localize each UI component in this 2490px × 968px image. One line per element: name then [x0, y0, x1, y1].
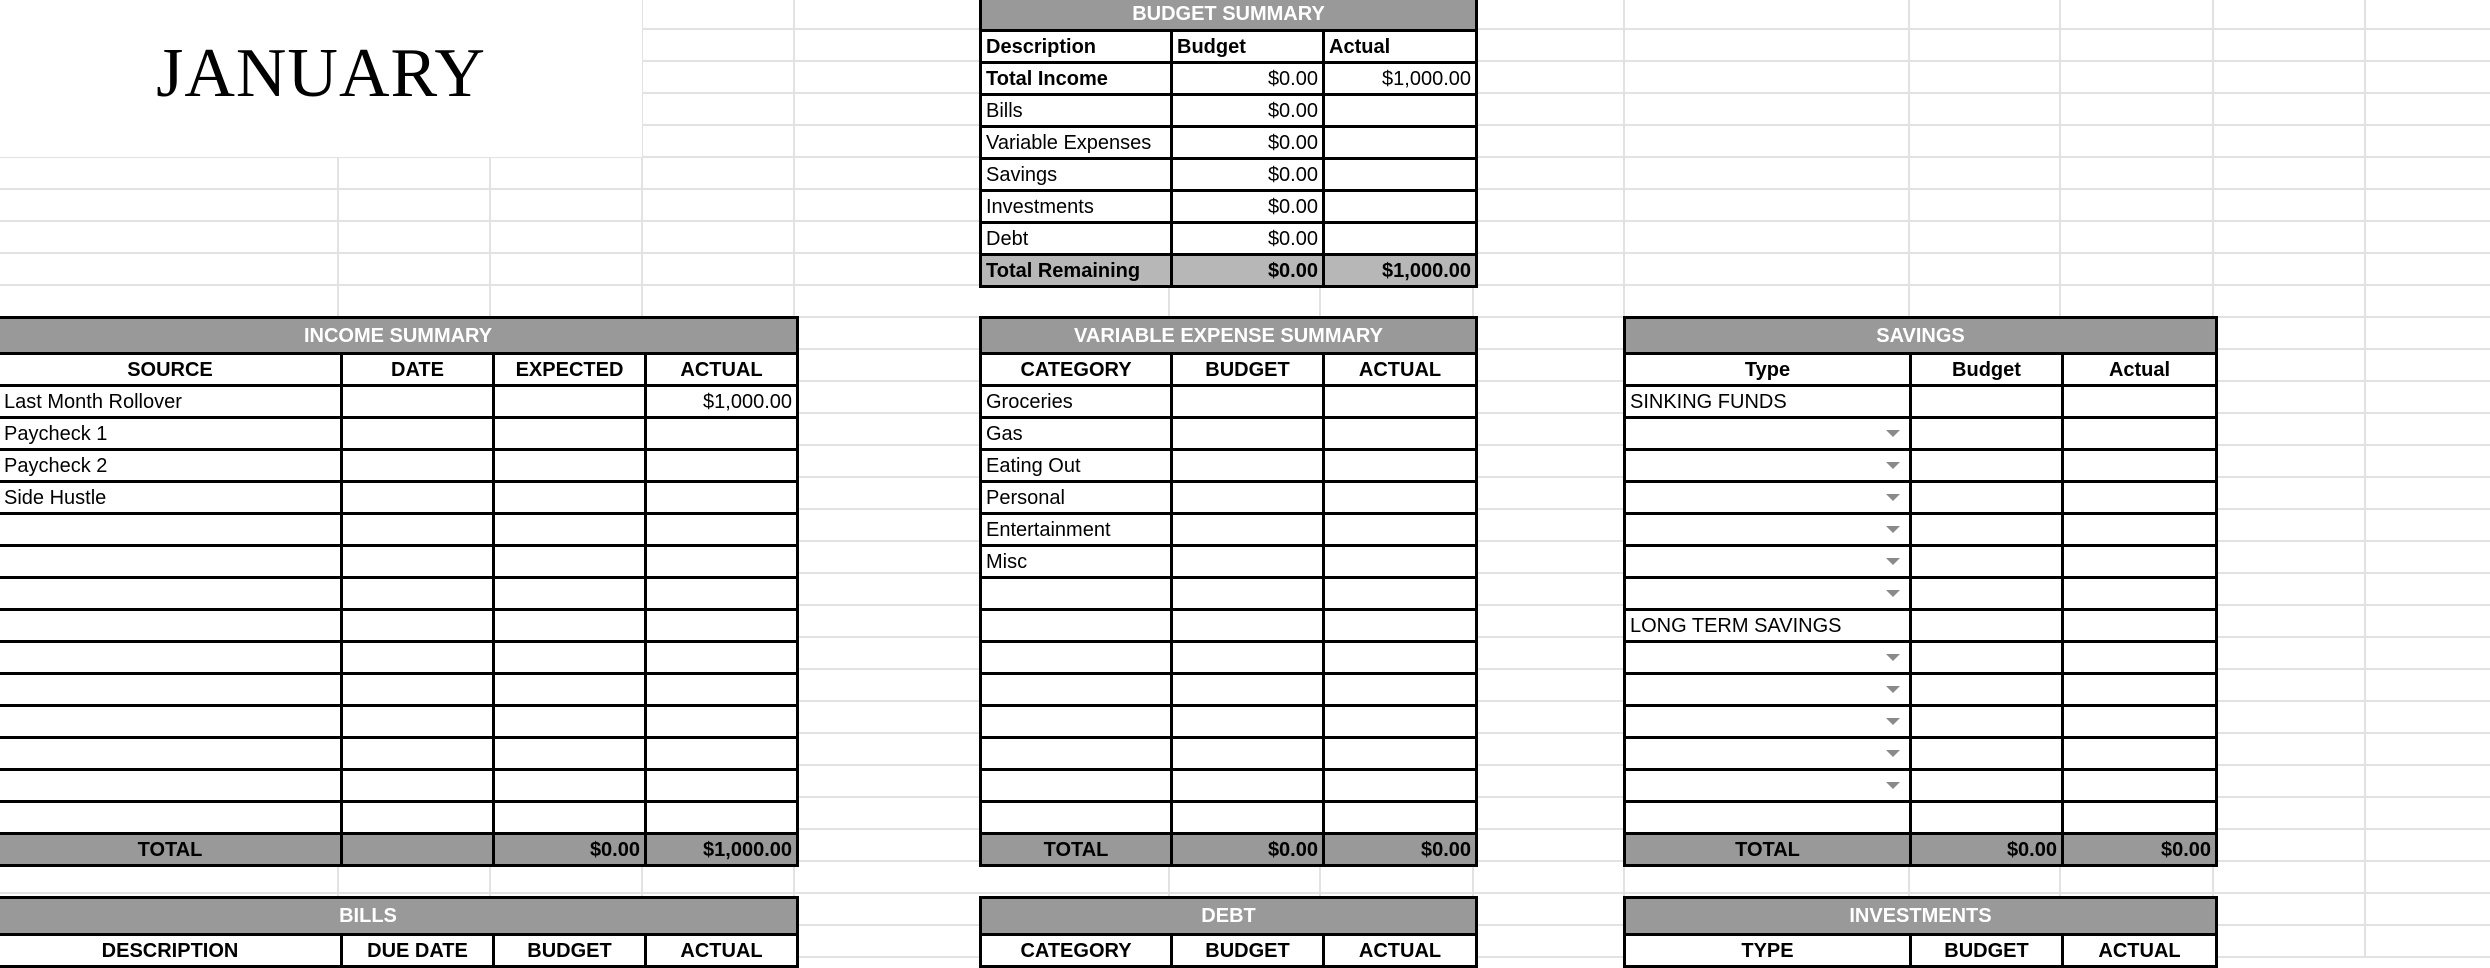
table-row — [981, 546, 1477, 578]
table-row-empty — [0, 706, 798, 738]
table-row-empty — [0, 610, 798, 642]
section-row-long-term-savings — [1625, 610, 2217, 642]
savings-title: SAVINGS — [1625, 318, 2217, 354]
cell-budget[interactable]: $0.00 — [1172, 159, 1324, 191]
col-header-due-date[interactable]: DUE DATE — [342, 935, 494, 967]
table-row-empty — [981, 642, 1477, 674]
cell-budget[interactable]: $0.00 — [1172, 191, 1324, 223]
cell-actual[interactable] — [1324, 95, 1477, 127]
cell-empty[interactable] — [1172, 802, 1324, 834]
cell-budget[interactable] — [1911, 738, 2063, 770]
cell-budget[interactable]: $0.00 — [1172, 223, 1324, 255]
cell-budget[interactable] — [1911, 418, 2063, 450]
cell-empty[interactable] — [981, 674, 1172, 706]
col-header-budget[interactable]: BUDGET — [1172, 354, 1324, 386]
table-row-empty — [981, 738, 1477, 770]
cell-empty[interactable] — [1172, 706, 1324, 738]
cell-empty[interactable] — [646, 706, 798, 738]
col-header-description[interactable]: Description — [981, 31, 1172, 63]
dropdown-arrow-icon[interactable] — [1886, 782, 1900, 789]
cell-empty[interactable] — [0, 706, 342, 738]
savings-type-select[interactable] — [1625, 418, 1911, 450]
cell-section-label[interactable]: SINKING FUNDS — [1625, 386, 1911, 418]
savings-table — [1623, 316, 2218, 867]
cell-empty[interactable] — [1324, 738, 1477, 770]
cell-total-actual[interactable]: $1,000.00 — [646, 834, 798, 866]
cell-budget[interactable] — [1172, 386, 1324, 418]
bills-table — [0, 896, 799, 968]
cell-description[interactable]: Investments — [981, 191, 1172, 223]
budget-summary-table — [979, 0, 1478, 288]
cell-empty[interactable] — [981, 642, 1172, 674]
dropdown-arrow-icon[interactable] — [1886, 686, 1900, 693]
cell-empty[interactable] — [342, 514, 494, 546]
total-row — [1625, 834, 2217, 866]
cell-budget[interactable] — [1911, 386, 2063, 418]
cell-empty[interactable] — [494, 642, 646, 674]
table-row-empty — [0, 642, 798, 674]
cell-actual[interactable] — [2063, 450, 2217, 482]
col-header-type[interactable]: Type — [1625, 354, 1911, 386]
cell-date[interactable] — [342, 418, 494, 450]
dropdown-arrow-icon[interactable] — [1886, 526, 1900, 533]
table-row-dropdown — [1625, 578, 2217, 610]
cell-empty[interactable] — [1324, 578, 1477, 610]
cell-total-actual[interactable]: $1,000.00 — [1324, 255, 1477, 287]
table-row-empty — [0, 546, 798, 578]
budget-summary-title: BUDGET SUMMARY — [981, 0, 1477, 31]
cell-empty[interactable] — [1324, 770, 1477, 802]
cell-empty[interactable] — [981, 738, 1172, 770]
debt-title: DEBT — [981, 898, 1477, 935]
cell-actual[interactable] — [2063, 674, 2217, 706]
cell-total-label[interactable]: Total Remaining — [981, 255, 1172, 287]
col-header-budget[interactable]: BUDGET — [1911, 935, 2063, 967]
dropdown-arrow-icon[interactable] — [1886, 590, 1900, 597]
col-header-actual[interactable]: ACTUAL — [1324, 935, 1477, 967]
col-header-actual[interactable]: ACTUAL — [646, 354, 798, 386]
cell-empty[interactable] — [0, 642, 342, 674]
variable-expense-summary-table — [979, 316, 1478, 867]
cell-expected[interactable] — [494, 482, 646, 514]
cell-budget[interactable] — [1911, 450, 2063, 482]
cell-actual[interactable] — [1324, 386, 1477, 418]
cell-actual[interactable] — [2063, 738, 2217, 770]
cell-date[interactable] — [342, 482, 494, 514]
dropdown-arrow-icon[interactable] — [1886, 654, 1900, 661]
cell-empty[interactable] — [494, 674, 646, 706]
cell-actual[interactable]: $1,000.00 — [1324, 63, 1477, 95]
cell-empty[interactable] — [342, 706, 494, 738]
cell-actual[interactable] — [2063, 578, 2217, 610]
cell-empty[interactable] — [494, 802, 646, 834]
cell-type[interactable] — [1625, 802, 1911, 834]
cell-actual[interactable] — [1324, 450, 1477, 482]
cell-source[interactable]: Side Hustle — [0, 482, 342, 514]
cell-actual[interactable] — [2063, 386, 2217, 418]
savings-type-select[interactable] — [1625, 482, 1911, 514]
cell-total-label[interactable]: TOTAL — [0, 834, 342, 866]
table-row — [981, 127, 1477, 159]
cell-actual[interactable] — [2063, 706, 2217, 738]
cell-empty[interactable] — [1324, 802, 1477, 834]
cell-actual[interactable] — [2063, 546, 2217, 578]
savings-type-select[interactable] — [1625, 674, 1911, 706]
cell-budget[interactable] — [1911, 802, 2063, 834]
table-row — [981, 482, 1477, 514]
cell-date[interactable] — [342, 450, 494, 482]
table-row-empty — [981, 674, 1477, 706]
cell-category[interactable]: Groceries — [981, 386, 1172, 418]
cell-budget[interactable] — [1911, 546, 2063, 578]
col-header-date[interactable]: DATE — [342, 354, 494, 386]
cell-empty[interactable] — [494, 706, 646, 738]
total-row — [0, 834, 798, 866]
savings-type-select[interactable] — [1625, 706, 1911, 738]
cell-actual[interactable] — [1324, 482, 1477, 514]
cell-empty[interactable] — [1324, 642, 1477, 674]
table-row — [981, 223, 1477, 255]
cell-expected[interactable] — [494, 418, 646, 450]
cell-empty[interactable] — [494, 578, 646, 610]
table-row — [981, 95, 1477, 127]
cell-empty[interactable] — [1172, 610, 1324, 642]
cell-category[interactable]: Personal — [981, 482, 1172, 514]
savings-type-select[interactable] — [1625, 770, 1911, 802]
total-row — [981, 834, 1477, 866]
table-row-empty — [0, 578, 798, 610]
dropdown-arrow-icon[interactable] — [1886, 494, 1900, 501]
table-row — [0, 386, 798, 418]
cell-empty[interactable] — [342, 578, 494, 610]
col-header-actual[interactable]: ACTUAL — [1324, 354, 1477, 386]
cell-total-actual[interactable]: $0.00 — [2063, 834, 2217, 866]
cell-empty[interactable] — [1172, 770, 1324, 802]
cell-budget[interactable] — [1172, 546, 1324, 578]
col-header-actual[interactable]: ACTUAL — [646, 935, 798, 967]
cell-empty[interactable] — [1172, 674, 1324, 706]
cell-budget[interactable] — [1172, 514, 1324, 546]
cell-empty[interactable] — [0, 610, 342, 642]
col-header-actual[interactable]: Actual — [1324, 31, 1477, 63]
cell-empty[interactable] — [494, 546, 646, 578]
dropdown-arrow-icon[interactable] — [1886, 430, 1900, 437]
cell-empty[interactable] — [1172, 738, 1324, 770]
col-header-budget[interactable]: Budget — [1911, 354, 2063, 386]
cell-total-budget[interactable]: $0.00 — [1172, 834, 1324, 866]
table-row-empty — [981, 578, 1477, 610]
cell-description[interactable]: Variable Expenses — [981, 127, 1172, 159]
cell-budget[interactable] — [1911, 610, 2063, 642]
cell-budget[interactable] — [1911, 482, 2063, 514]
col-header-type[interactable]: TYPE — [1625, 935, 1911, 967]
cell-empty[interactable] — [1324, 674, 1477, 706]
table-row — [981, 63, 1477, 95]
dropdown-arrow-icon[interactable] — [1886, 718, 1900, 725]
cell-empty[interactable] — [342, 642, 494, 674]
cell-actual[interactable] — [1324, 418, 1477, 450]
table-row-dropdown — [1625, 642, 2217, 674]
cell-actual[interactable] — [1324, 191, 1477, 223]
cell-actual[interactable] — [2063, 514, 2217, 546]
savings-type-select[interactable] — [1625, 642, 1911, 674]
table-row — [981, 386, 1477, 418]
dropdown-arrow-icon[interactable] — [1886, 750, 1900, 757]
cell-empty[interactable] — [646, 674, 798, 706]
col-header-actual[interactable]: Actual — [2063, 354, 2217, 386]
cell-empty[interactable] — [981, 802, 1172, 834]
col-header-category[interactable]: CATEGORY — [981, 354, 1172, 386]
table-row-empty — [981, 610, 1477, 642]
cell-actual[interactable] — [2063, 418, 2217, 450]
cell-category[interactable]: Gas — [981, 418, 1172, 450]
table-row — [0, 482, 798, 514]
table-row — [981, 450, 1477, 482]
cell-category[interactable]: Misc — [981, 546, 1172, 578]
cell-budget[interactable] — [1911, 514, 2063, 546]
cell-empty[interactable] — [646, 514, 798, 546]
cell-empty[interactable] — [0, 674, 342, 706]
table-row-dropdown — [1625, 450, 2217, 482]
cell-actual[interactable] — [1324, 223, 1477, 255]
investments-title: INVESTMENTS — [1625, 898, 2217, 935]
table-row — [0, 418, 798, 450]
cell-actual[interactable] — [1324, 159, 1477, 191]
cell-empty[interactable] — [0, 770, 342, 802]
col-header-expected[interactable]: EXPECTED — [494, 354, 646, 386]
table-row — [981, 418, 1477, 450]
dropdown-arrow-icon[interactable] — [1886, 558, 1900, 565]
cell-actual[interactable] — [2063, 610, 2217, 642]
cell-empty[interactable] — [0, 738, 342, 770]
cell-total-budget[interactable]: $0.00 — [1172, 255, 1324, 287]
cell-empty[interactable] — [1172, 578, 1324, 610]
cell-category[interactable]: Entertainment — [981, 514, 1172, 546]
table-row-dropdown — [1625, 770, 2217, 802]
cell-actual[interactable] — [2063, 482, 2217, 514]
cell-empty[interactable] — [342, 610, 494, 642]
table-row — [981, 191, 1477, 223]
table-row-empty — [0, 802, 798, 834]
col-header-actual[interactable]: ACTUAL — [2063, 935, 2217, 967]
table-row — [981, 514, 1477, 546]
cell-total-label[interactable]: TOTAL — [1625, 834, 1911, 866]
cell-expected[interactable] — [494, 386, 646, 418]
cell-total-expected[interactable]: $0.00 — [494, 834, 646, 866]
cell-expected[interactable] — [494, 450, 646, 482]
cell-empty[interactable] — [342, 770, 494, 802]
cell-empty[interactable] — [646, 546, 798, 578]
cell-actual[interactable]: $1,000.00 — [646, 386, 798, 418]
table-row-dropdown — [1625, 418, 2217, 450]
cell-budget[interactable]: $0.00 — [1172, 95, 1324, 127]
savings-type-select[interactable] — [1625, 514, 1911, 546]
cell-actual[interactable] — [2063, 642, 2217, 674]
section-row-sinking-funds — [1625, 386, 2217, 418]
cell-budget[interactable] — [1172, 450, 1324, 482]
cell-empty[interactable] — [981, 610, 1172, 642]
cell-empty[interactable] — [494, 514, 646, 546]
cell-empty[interactable] — [342, 546, 494, 578]
debt-table — [979, 896, 1478, 968]
income-summary-table — [0, 316, 799, 867]
savings-type-select[interactable] — [1625, 578, 1911, 610]
cell-description[interactable]: Savings — [981, 159, 1172, 191]
cell-category[interactable]: Eating Out — [981, 450, 1172, 482]
cell-total-actual[interactable]: $0.00 — [1324, 834, 1477, 866]
dropdown-arrow-icon[interactable] — [1886, 462, 1900, 469]
cell-empty[interactable] — [981, 770, 1172, 802]
cell-actual[interactable] — [646, 418, 798, 450]
cell-description[interactable]: Debt — [981, 223, 1172, 255]
gridline-vertical — [2364, 0, 2366, 958]
table-row — [981, 159, 1477, 191]
col-header-category[interactable]: CATEGORY — [981, 935, 1172, 967]
cell-empty[interactable] — [646, 770, 798, 802]
cell-budget[interactable]: $0.00 — [1172, 63, 1324, 95]
cell-empty[interactable] — [646, 802, 798, 834]
cell-empty[interactable] — [981, 706, 1172, 738]
col-header-description[interactable]: DESCRIPTION — [0, 935, 342, 967]
cell-budget[interactable] — [1911, 578, 2063, 610]
total-remaining-row — [981, 255, 1477, 287]
cell-empty[interactable] — [1172, 642, 1324, 674]
table-row-dropdown — [1625, 514, 2217, 546]
cell-budget[interactable] — [1911, 674, 2063, 706]
table-row-empty — [981, 802, 1477, 834]
cell-empty[interactable] — [981, 578, 1172, 610]
cell-empty[interactable] — [342, 802, 494, 834]
cell-budget[interactable] — [1911, 770, 2063, 802]
table-row-empty — [981, 770, 1477, 802]
cell-empty[interactable] — [342, 674, 494, 706]
cell-budget[interactable] — [1172, 418, 1324, 450]
savings-type-select[interactable] — [1625, 738, 1911, 770]
savings-type-select[interactable] — [1625, 450, 1911, 482]
cell-empty[interactable] — [0, 514, 342, 546]
table-row-empty — [981, 706, 1477, 738]
cell-empty[interactable] — [494, 770, 646, 802]
bills-title: BILLS — [0, 898, 798, 935]
table-row — [1625, 802, 2217, 834]
cell-actual[interactable] — [2063, 802, 2217, 834]
cell-empty[interactable] — [646, 578, 798, 610]
cell-actual[interactable] — [646, 450, 798, 482]
col-header-budget[interactable]: Budget — [1172, 31, 1324, 63]
month-title[interactable]: JANUARY — [0, 0, 642, 157]
col-header-budget[interactable]: BUDGET — [494, 935, 646, 967]
cell-budget[interactable]: $0.00 — [1172, 127, 1324, 159]
table-row-empty — [0, 674, 798, 706]
investments-table — [1623, 896, 2218, 968]
cell-date[interactable] — [342, 386, 494, 418]
cell-actual[interactable] — [1324, 546, 1477, 578]
variable-expense-summary-title: VARIABLE EXPENSE SUMMARY — [981, 318, 1477, 354]
cell-empty[interactable] — [0, 546, 342, 578]
cell-budget[interactable] — [1911, 642, 2063, 674]
cell-section-label[interactable]: LONG TERM SAVINGS — [1625, 610, 1911, 642]
gridline-horizontal — [0, 892, 2490, 894]
cell-description[interactable]: Bills — [981, 95, 1172, 127]
cell-actual[interactable] — [646, 482, 798, 514]
cell-total-budget[interactable]: $0.00 — [1911, 834, 2063, 866]
income-summary-title: INCOME SUMMARY — [0, 318, 798, 354]
table-row-dropdown — [1625, 546, 2217, 578]
cell-empty[interactable] — [494, 610, 646, 642]
table-row-empty — [0, 514, 798, 546]
cell-actual[interactable] — [1324, 127, 1477, 159]
cell-actual[interactable] — [1324, 514, 1477, 546]
cell-description[interactable]: Total Income — [981, 63, 1172, 95]
table-row-dropdown — [1625, 674, 2217, 706]
table-row-dropdown — [1625, 482, 2217, 514]
cell-budget[interactable] — [1911, 706, 2063, 738]
table-row-empty — [0, 738, 798, 770]
cell-empty[interactable] — [494, 738, 646, 770]
cell-actual[interactable] — [2063, 770, 2217, 802]
cell-empty[interactable] — [646, 610, 798, 642]
cell-source[interactable]: Paycheck 1 — [0, 418, 342, 450]
cell-source[interactable]: Last Month Rollover — [0, 386, 342, 418]
col-header-source[interactable]: SOURCE — [0, 354, 342, 386]
table-row — [0, 450, 798, 482]
col-header-budget[interactable]: BUDGET — [1172, 935, 1324, 967]
cell-total-label[interactable]: TOTAL — [981, 834, 1172, 866]
cell-empty[interactable] — [646, 738, 798, 770]
cell-empty[interactable] — [1324, 610, 1477, 642]
cell-empty[interactable] — [0, 802, 342, 834]
cell-source[interactable]: Paycheck 2 — [0, 450, 342, 482]
cell-empty[interactable] — [1324, 706, 1477, 738]
table-row-empty — [0, 770, 798, 802]
cell-empty[interactable] — [342, 738, 494, 770]
table-row-dropdown — [1625, 706, 2217, 738]
table-row-dropdown — [1625, 738, 2217, 770]
cell-total-date[interactable] — [342, 834, 494, 866]
cell-empty[interactable] — [646, 642, 798, 674]
savings-type-select[interactable] — [1625, 546, 1911, 578]
cell-empty[interactable] — [0, 578, 342, 610]
cell-budget[interactable] — [1172, 482, 1324, 514]
